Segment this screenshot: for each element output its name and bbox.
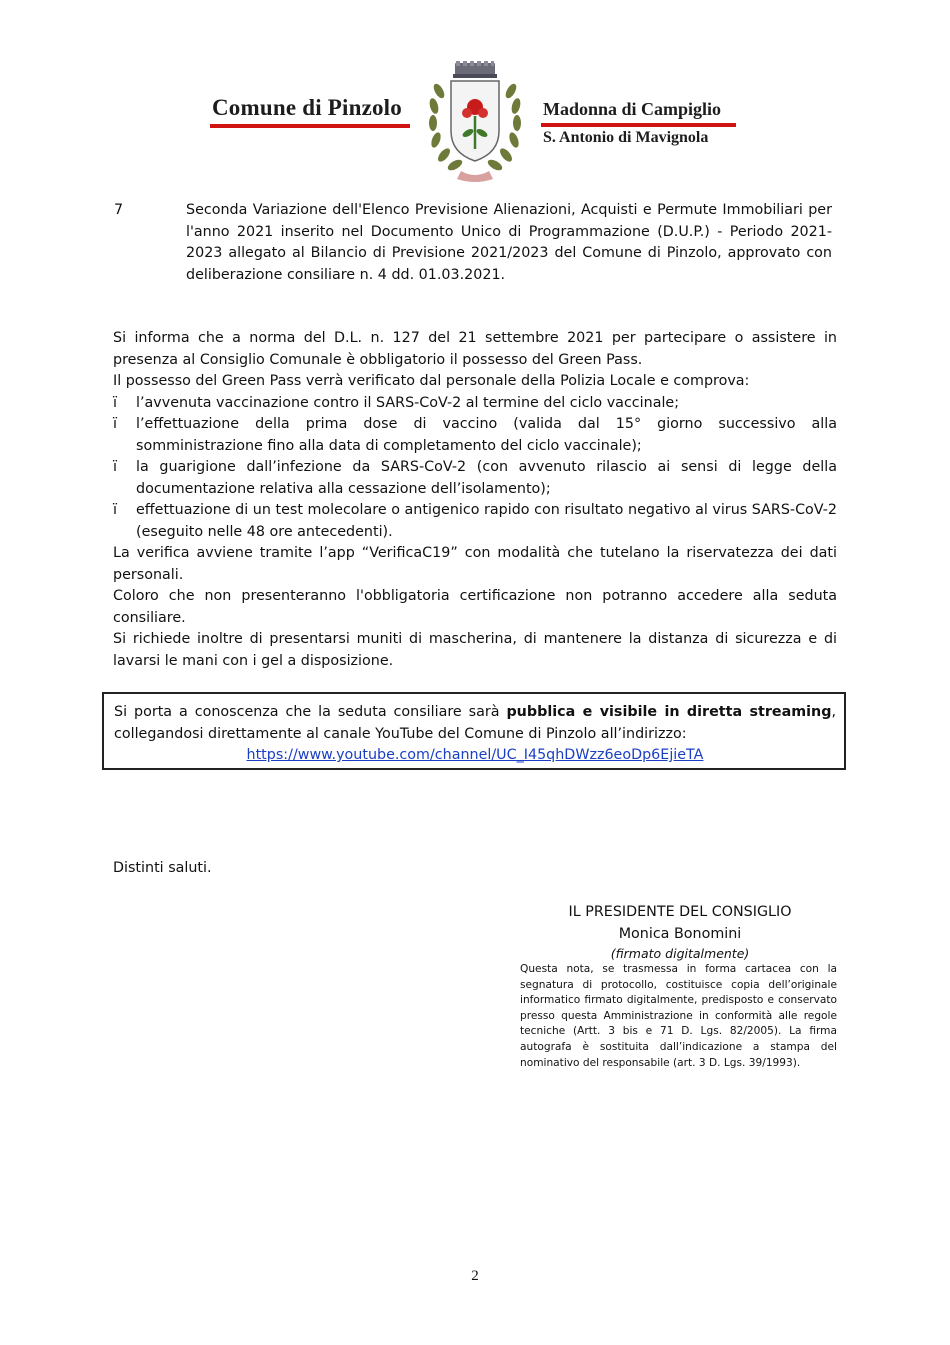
red-rule-right	[541, 123, 736, 127]
streaming-text: Si porta a conoscenza che la seduta consiliare sarà pubblica e visibile in diretta streaming, collegandosi direttamente al canale YouTube del Comune di Pinzolo all’indirizzo:	[114, 704, 836, 742]
letterhead	[0, 55, 950, 185]
coat-of-arms-icon	[425, 61, 525, 185]
bullet-text: l’effettuazione della prima dose di vaccino (valida dal 15° giorno successivo alla somministrazione fino alla data di completamento del ciclo vaccinale);	[136, 416, 837, 454]
agenda-item-number: 7	[114, 202, 124, 218]
digital-signature-note: (firmato digitalmente)	[610, 946, 750, 961]
municipality-name: Comune di Pinzolo	[212, 95, 402, 120]
notice-paragraph: Si informa che a norma del D.L. n. 127 del 21 settembre 2021 per partecipare o assistere in presenza al Consiglio Comunale è obbligatorio il possesso del Green Pass.	[113, 330, 837, 368]
signature-block	[520, 901, 840, 962]
bullet-icon: ï	[113, 459, 117, 475]
bullet-icon: ï	[113, 502, 117, 518]
streaming-emphasis: pubblica e visibile in diretta streaming	[506, 704, 832, 720]
closing-salutation: Distinti saluti.	[113, 860, 212, 876]
bullet-text: la guarigione dall’infezione da SARS-CoV-2 (con avvenuto rilascio ai sensi di legge della documentazione relativa alla cessazione dell’isolamento);	[136, 459, 837, 497]
locality-mavignola: S. Antonio di Mavignola	[543, 129, 709, 146]
legal-disclaimer: Questa nota, se trasmessa in forma cartacea con la segnatura di protocollo, costituisce copia dell’originale informatico firmato digitalmente, predisposto e conservato presso questa Amministrazione in conformità alle regole tecniche (Artt. 3 bis e 71 D. Lgs. 82/2005). La firma autografa è sostituita dall’indicazione a stampa del nominativo del responsabile (art. 3 D. Lgs. 39/1993).	[520, 963, 837, 1069]
notice-paragraph: Il possesso del Green Pass verrà verificato dal personale della Polizia Locale e comprova:	[113, 373, 750, 389]
bullet-icon: ï	[113, 416, 117, 432]
notice-paragraph: Coloro che non presenteranno l'obbligatoria certificazione non potranno accedere alla seduta consiliare.	[113, 588, 837, 626]
bullet-text: effettuazione di un test molecolare o antigenico rapido con risultato negativo al virus SARS-CoV-2 (eseguito nelle 48 ore antecedenti).	[136, 502, 837, 540]
bullet-item	[113, 414, 837, 457]
bullet-item	[113, 393, 837, 415]
notice-paragraph: Si richiede inoltre di presentarsi muniti di mascherina, di mantenere la distanza di sicurezza e di lavarsi le mani con i gel a disposizione.	[113, 631, 837, 669]
bullet-item	[113, 500, 837, 543]
red-rule-left	[210, 124, 410, 128]
signer-role: IL PRESIDENTE DEL CONSIGLIO	[568, 904, 792, 920]
locality-campiglio: Madonna di Campiglio	[543, 99, 722, 119]
streaming-notice-box	[102, 692, 846, 770]
notice-paragraph: La verifica avviene tramite l’app “VerificaC19” con modalità che tutelano la riservatezza dei dati personali.	[113, 545, 837, 583]
agenda-item-text: Seconda Variazione dell'Elenco Previsione Alienazioni, Acquisti e Permute Immobiliari per l'anno 2021 inserito nel Documento Unico di Programmazione (D.U.P.) - Periodo 2021-2023 allegato al Bilancio di Previsione 2021/2023 del Comune di Pinzolo, approvato con deliberazione consiliare n. 4 dd. 01.03.2021.	[186, 202, 832, 283]
page-number: 2	[471, 1268, 479, 1284]
signer-name: Monica Bonomini	[618, 926, 742, 942]
bullet-item	[113, 457, 837, 500]
green-pass-notice	[113, 328, 837, 672]
bullet-text: l’avvenuta vaccinazione contro il SARS-CoV-2 al termine del ciclo vaccinale;	[136, 394, 680, 411]
youtube-channel-link[interactable]: https://www.youtube.com/channel/UC_I45qhDWzz6eoDp6EjieTA	[246, 747, 704, 763]
bullet-icon: ï	[113, 394, 117, 411]
